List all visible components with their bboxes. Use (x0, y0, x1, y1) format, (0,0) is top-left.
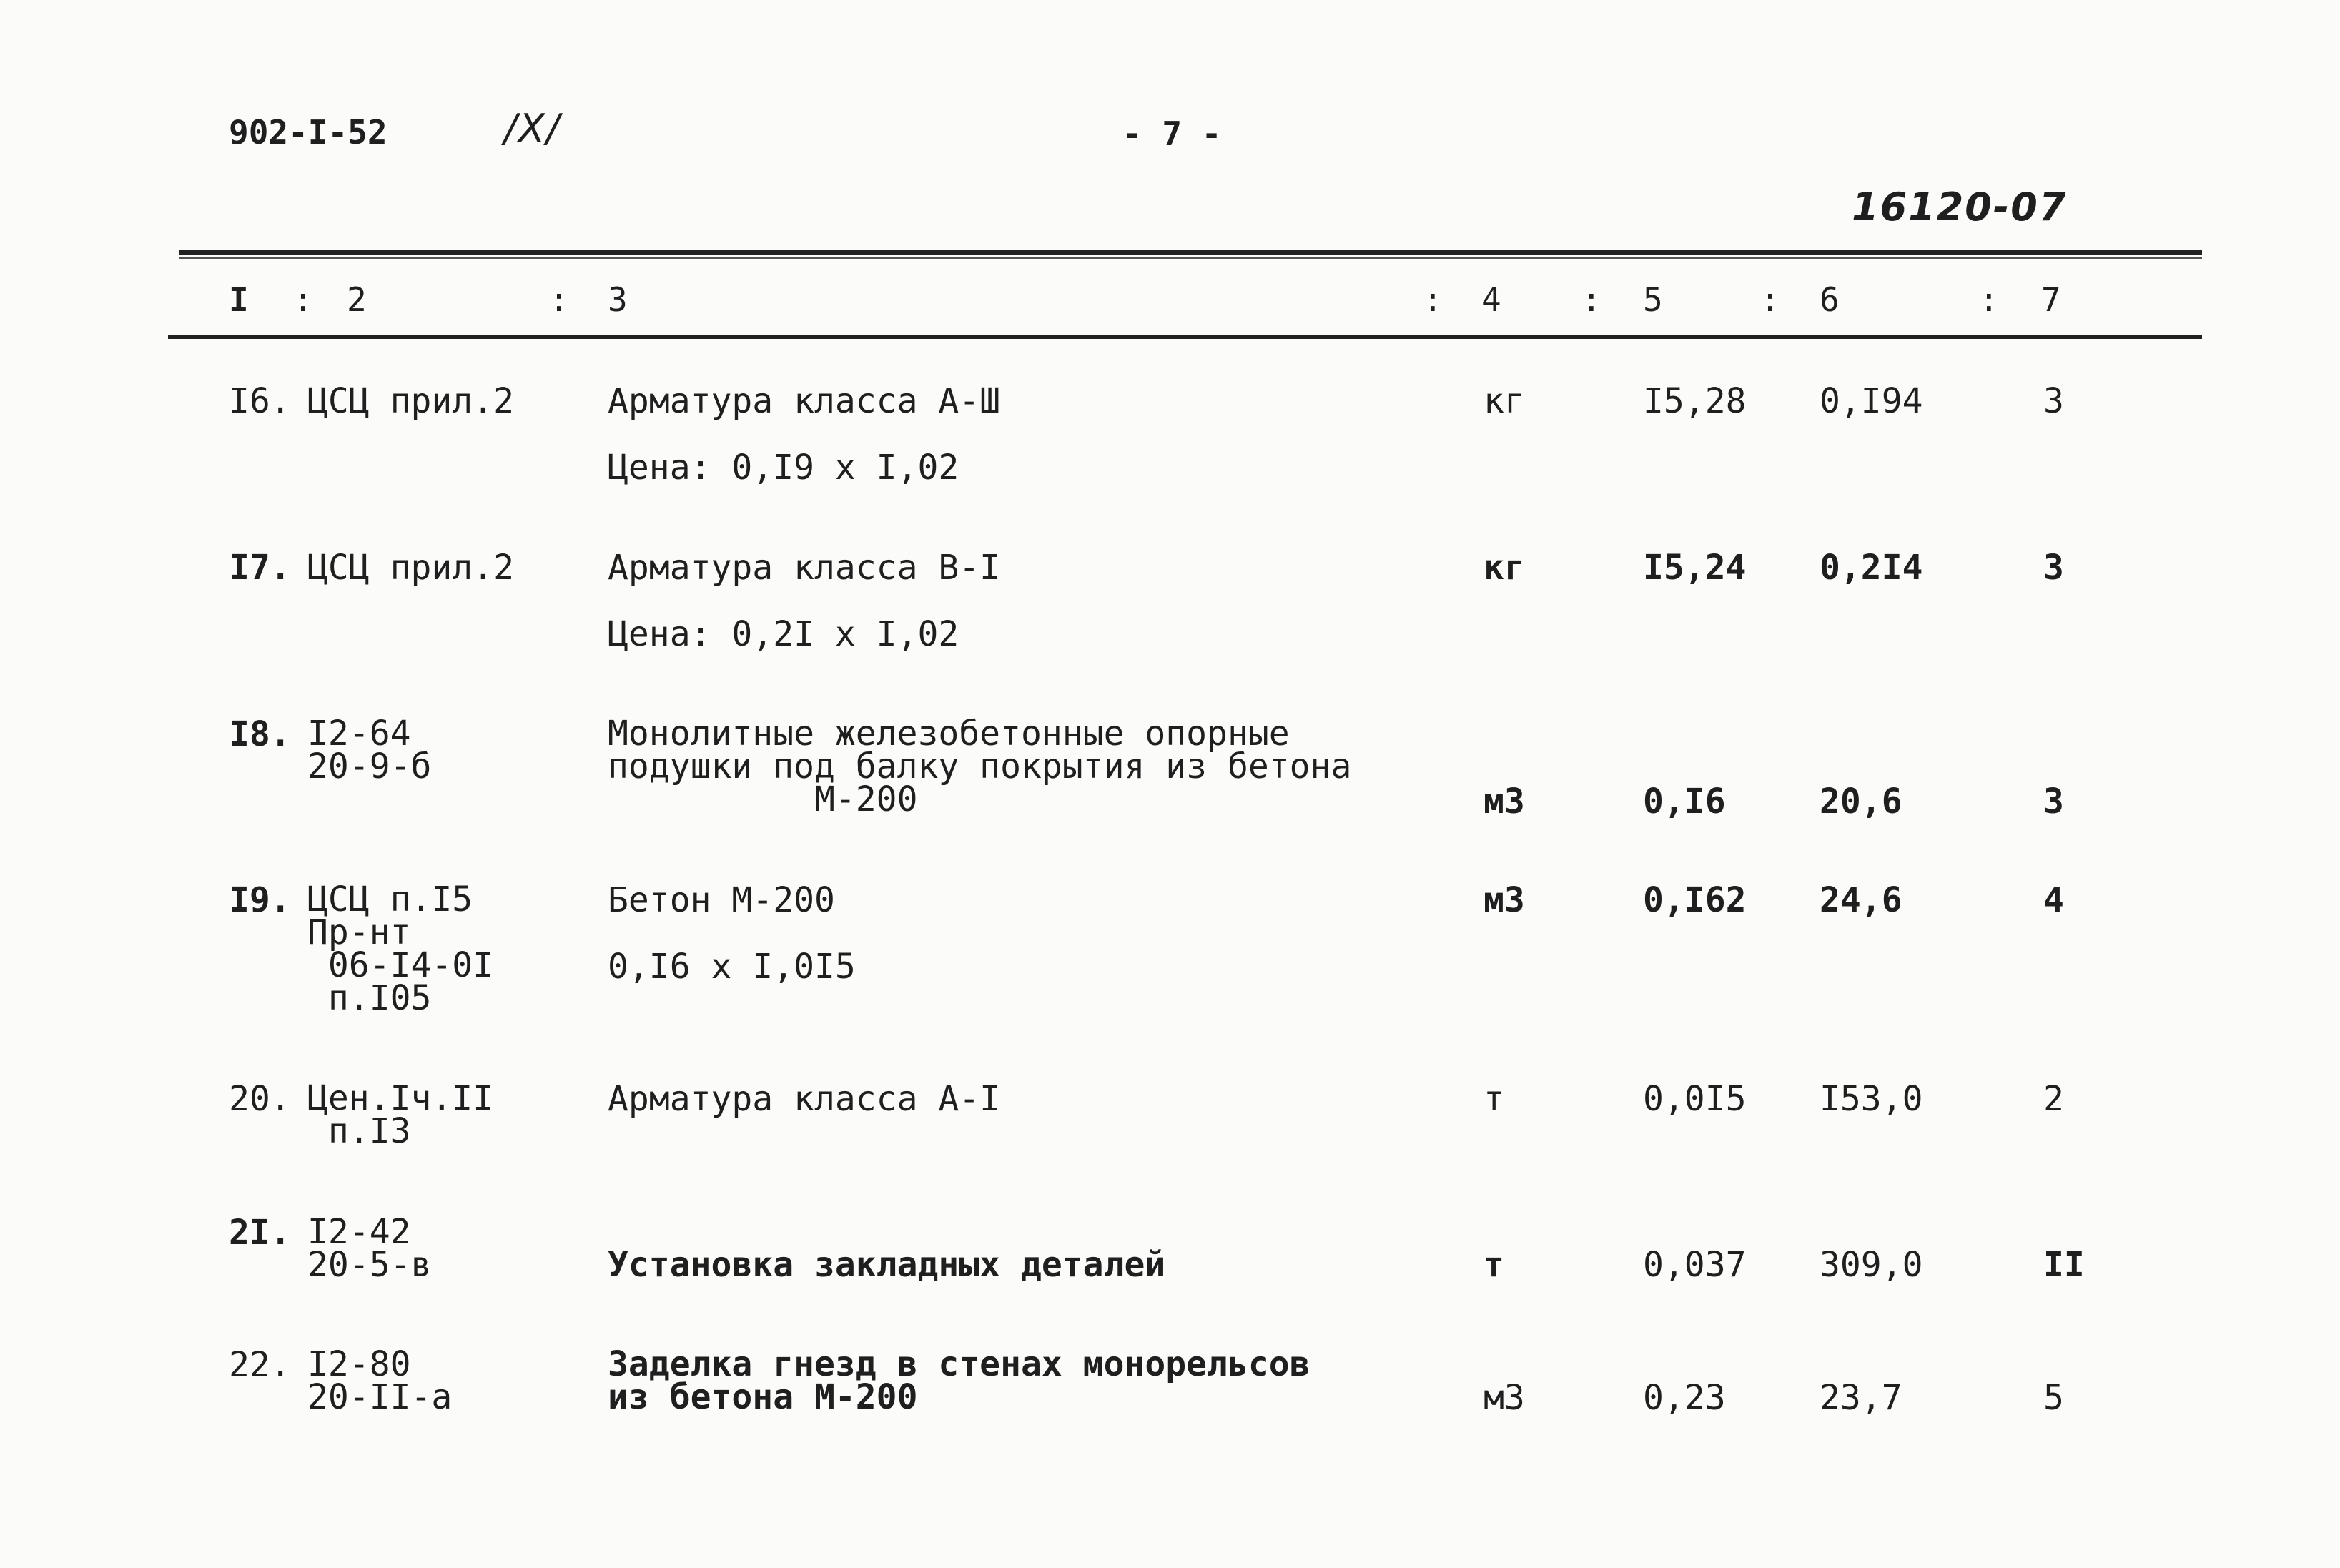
column-separator: : (1423, 280, 1443, 319)
column-header-5: 5 (1643, 280, 1663, 319)
row-quantity: I5,28 (1643, 381, 1747, 421)
row-col7: 3 (2043, 381, 2064, 421)
row-description: Монолитные железобетонные опорные подушки под балку покрытия из бетона М-200 (608, 714, 1352, 819)
row-reference: ЦСЦ прил.2 (307, 381, 514, 421)
top-rule (179, 250, 2202, 255)
row-unit: т (1484, 1245, 1504, 1285)
column-separator: : (549, 280, 569, 319)
row-quantity: 0,23 (1643, 1378, 1726, 1418)
row-reference: I2-42 20-5-в (307, 1212, 432, 1285)
row-quantity: I5,24 (1643, 548, 1747, 588)
row-price: I53,0 (1820, 1079, 1923, 1119)
row-description: Арматура класса А-I (608, 1079, 1001, 1119)
row-number: 22. (229, 1345, 291, 1385)
row-price: 20,6 (1820, 781, 1902, 822)
row-description: Бетон М-200 (608, 880, 835, 920)
row-col7: II (2043, 1245, 2085, 1285)
row-number: 2I. (229, 1213, 291, 1253)
row-price: 0,I94 (1820, 381, 1923, 421)
row-reference: I2-80 20-II-а (307, 1344, 453, 1417)
row-quantity: 0,0I5 (1643, 1079, 1747, 1119)
row-unit: м3 (1484, 880, 1525, 920)
header-rule (168, 335, 2202, 339)
row-description-note: Цена: 0,I9 х I,02 (608, 448, 959, 488)
row-unit: т (1484, 1079, 1504, 1119)
row-reference: I2-64 20-9-б (307, 714, 432, 787)
row-col7: 2 (2043, 1079, 2064, 1119)
handwritten-mark: /X/ (504, 106, 561, 151)
row-number: I9. (229, 880, 291, 920)
row-description: Арматура класса А-Ш (608, 381, 1001, 421)
row-col7: 4 (2043, 880, 2064, 920)
row-number: 20. (229, 1079, 291, 1119)
handwritten-number: 16120-07 (1852, 184, 2068, 230)
row-unit: м3 (1484, 781, 1525, 822)
column-header-1: I (229, 280, 249, 319)
column-header-3: 3 (608, 280, 628, 319)
row-unit: кг (1484, 548, 1525, 588)
page-number: - 7 - (1122, 114, 1222, 153)
row-reference: ЦСЦ прил.2 (307, 548, 514, 588)
row-price: 24,6 (1820, 880, 1902, 920)
row-price: 0,2I4 (1820, 548, 1923, 588)
row-col7: 3 (2043, 781, 2064, 822)
column-separator: : (293, 280, 313, 319)
column-separator: : (1979, 280, 1999, 319)
row-unit: кг (1484, 381, 1525, 421)
row-quantity: 0,I62 (1643, 880, 1747, 920)
row-price: 23,7 (1820, 1378, 1902, 1418)
document-code: 902-I-52 (229, 113, 387, 152)
row-reference: Цен.Iч.II п.I3 (307, 1078, 494, 1151)
row-description: Арматура класса В-I (608, 548, 1001, 588)
row-quantity: 0,I6 (1643, 781, 1726, 822)
row-number: I7. (229, 548, 291, 588)
column-separator: : (1760, 280, 1780, 319)
row-number: I6. (229, 381, 291, 421)
row-description: Заделка гнезд в стенах монорельсов из бетона М-200 (608, 1344, 1310, 1417)
row-reference: ЦСЦ п.I5 Пр-нт 06-I4-0I п.I05 (307, 879, 494, 1018)
row-col7: 5 (2043, 1378, 2064, 1418)
row-description: Установка закладных деталей (608, 1245, 1166, 1285)
row-unit: м3 (1484, 1378, 1525, 1418)
row-description-note: Цена: 0,2I х I,02 (608, 614, 959, 654)
top-rule-thin (179, 257, 2202, 259)
column-header-7: 7 (2041, 280, 2061, 319)
row-number: I8. (229, 714, 291, 754)
row-price: 309,0 (1820, 1245, 1923, 1285)
row-description-note: 0,I6 х I,0I5 (608, 947, 856, 987)
column-header-6: 6 (1820, 280, 1840, 319)
row-quantity: 0,037 (1643, 1245, 1747, 1285)
column-header-4: 4 (1481, 280, 1501, 319)
column-separator: : (1581, 280, 1601, 319)
row-col7: 3 (2043, 548, 2064, 588)
column-header-2: 2 (347, 280, 367, 319)
